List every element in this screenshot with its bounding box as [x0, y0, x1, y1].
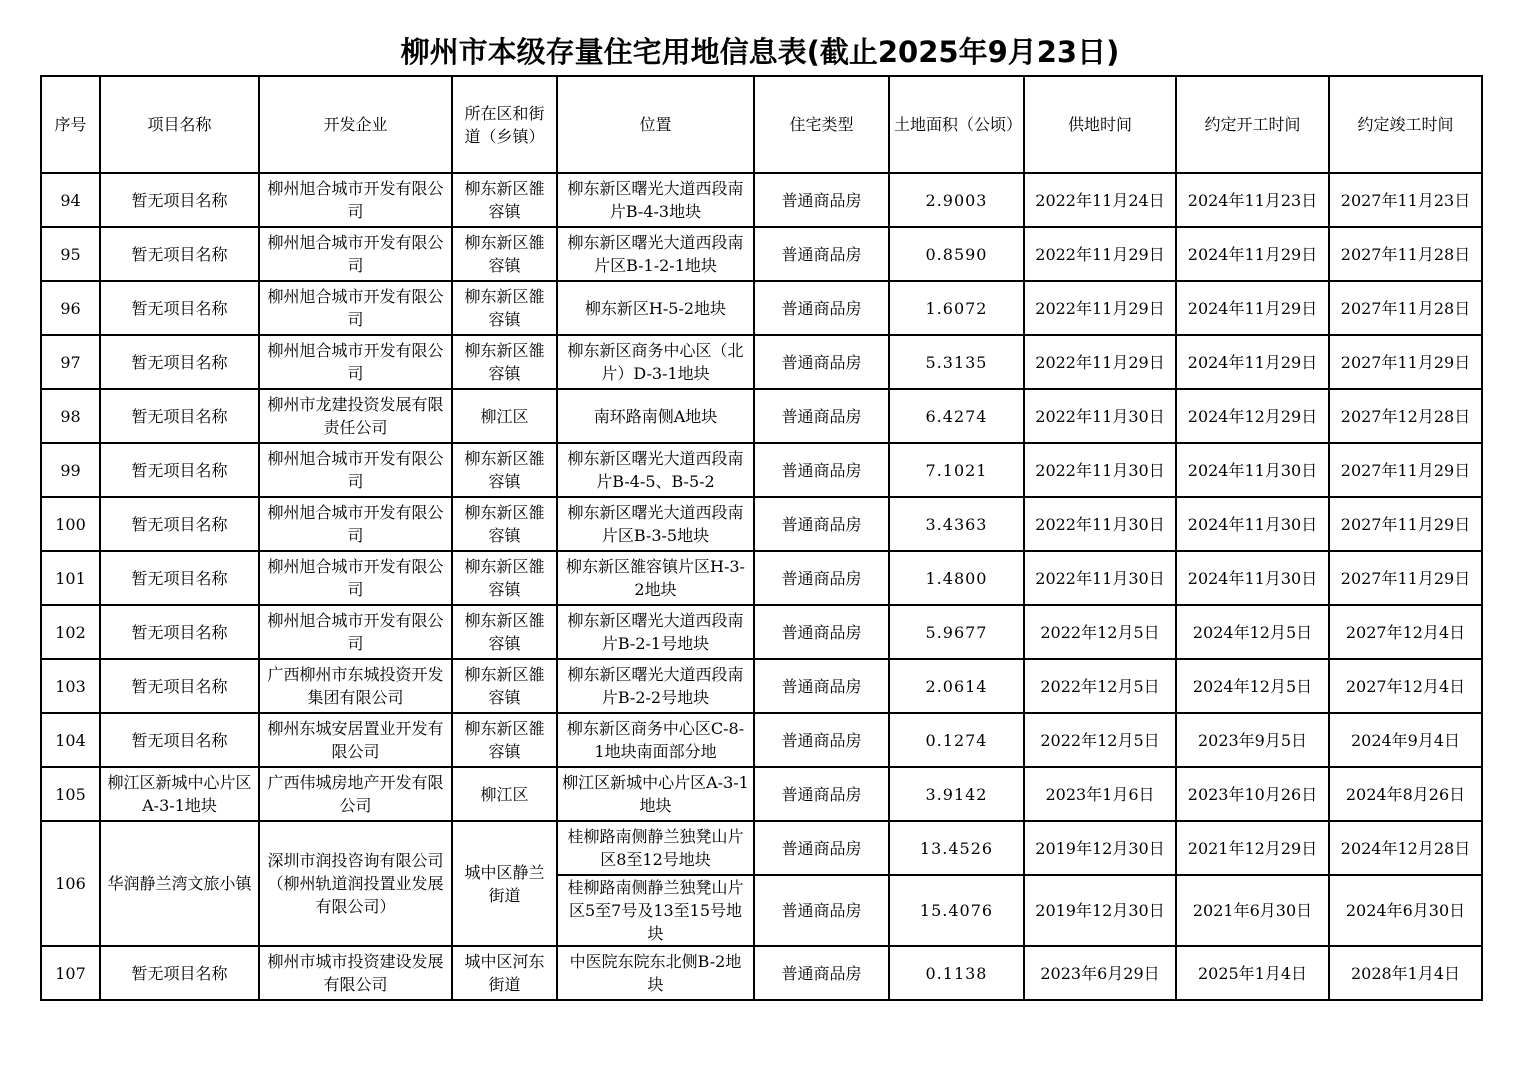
supply-date-cell: 2019年12月30日: [1024, 875, 1176, 946]
row-id-cell: 97: [41, 335, 100, 389]
table-row: [41, 551, 1482, 605]
developer-cell: 柳州市城市投资建设发展有限公司: [259, 946, 452, 1000]
table-row: [41, 946, 1482, 1000]
land-area-cell: 0.8590: [889, 227, 1024, 281]
project-name-cell: 暂无项目名称: [100, 551, 259, 605]
supply-date-cell: 2022年11月24日: [1024, 173, 1176, 227]
land-area-cell: 5.9677: [889, 605, 1024, 659]
row-id-cell: 98: [41, 389, 100, 443]
developer-cell: 柳州旭合城市开发有限公司: [259, 551, 452, 605]
developer-cell: 柳州旭合城市开发有限公司: [259, 227, 452, 281]
row-id-cell: 105: [41, 767, 100, 821]
housing-type-cell: 普通商品房: [754, 946, 889, 1000]
land-area-cell: 3.9142: [889, 767, 1024, 821]
finish-date-cell: 2027年11月28日: [1329, 281, 1482, 335]
row-id-cell: 101: [41, 551, 100, 605]
supply-date-cell: 2022年11月30日: [1024, 551, 1176, 605]
location-cell: 柳东新区曙光大道西段南片B-2-2号地块: [557, 659, 754, 713]
district-cell: 柳东新区雒容镇: [452, 335, 557, 389]
finish-date-cell: 2027年12月4日: [1329, 605, 1482, 659]
row-id-cell: 102: [41, 605, 100, 659]
developer-cell: 柳州旭合城市开发有限公司: [259, 281, 452, 335]
developer-cell: 柳州旭合城市开发有限公司: [259, 173, 452, 227]
land-area-cell: 15.4076: [889, 875, 1024, 946]
start-date-cell: 2024年11月29日: [1176, 227, 1329, 281]
district-cell: 柳东新区雒容镇: [452, 551, 557, 605]
table-row: [41, 605, 1482, 659]
housing-type-cell: 普通商品房: [754, 173, 889, 227]
housing-type-cell: 普通商品房: [754, 389, 889, 443]
row-id-cell: 107: [41, 946, 100, 1000]
district-cell: 柳东新区雒容镇: [452, 173, 557, 227]
housing-type-cell: 普通商品房: [754, 281, 889, 335]
table-row: [41, 335, 1482, 389]
supply-date-cell: 2022年11月30日: [1024, 389, 1176, 443]
supply-date-cell: 2022年11月30日: [1024, 443, 1176, 497]
finish-date-cell: 2027年11月29日: [1329, 551, 1482, 605]
district-cell: 柳东新区雒容镇: [452, 659, 557, 713]
land-area-cell: 5.3135: [889, 335, 1024, 389]
header-cell: 开发企业: [259, 76, 452, 173]
project-name-cell: 暂无项目名称: [100, 659, 259, 713]
housing-type-cell: 普通商品房: [754, 443, 889, 497]
land-area-cell: 1.4800: [889, 551, 1024, 605]
district-cell: 柳东新区雒容镇: [452, 605, 557, 659]
housing-type-cell: 普通商品房: [754, 659, 889, 713]
land-area-cell: 13.4526: [889, 821, 1024, 875]
table-row: [41, 497, 1482, 551]
housing-type-cell: 普通商品房: [754, 227, 889, 281]
land-area-cell: 6.4274: [889, 389, 1024, 443]
housing-type-cell: 普通商品房: [754, 335, 889, 389]
header-cell: 项目名称: [100, 76, 259, 173]
land-area-cell: 0.1274: [889, 713, 1024, 767]
start-date-cell: 2024年11月23日: [1176, 173, 1329, 227]
location-cell: 桂柳路南侧静兰独凳山片区5至7号及13至15号地块: [557, 875, 754, 946]
land-area-cell: 2.0614: [889, 659, 1024, 713]
developer-cell: 柳州东城安居置业开发有限公司: [259, 713, 452, 767]
start-date-cell: 2023年9月5日: [1176, 713, 1329, 767]
project-name-cell: 暂无项目名称: [100, 335, 259, 389]
header-cell: 供地时间: [1024, 76, 1176, 173]
supply-date-cell: 2022年11月29日: [1024, 335, 1176, 389]
table-row: [41, 173, 1482, 227]
finish-date-cell: 2027年12月4日: [1329, 659, 1482, 713]
land-area-cell: 2.9003: [889, 173, 1024, 227]
start-date-cell: 2024年12月5日: [1176, 659, 1329, 713]
project-name-cell: 暂无项目名称: [100, 227, 259, 281]
location-cell: 柳江区新城中心片区A-3-1地块: [557, 767, 754, 821]
project-name-cell: 暂无项目名称: [100, 389, 259, 443]
row-id-cell: 95: [41, 227, 100, 281]
district-cell: 柳东新区雒容镇: [452, 443, 557, 497]
header-cell: 约定开工时间: [1176, 76, 1329, 173]
finish-date-cell: 2027年12月28日: [1329, 389, 1482, 443]
supply-date-cell: 2023年1月6日: [1024, 767, 1176, 821]
project-name-cell: 暂无项目名称: [100, 605, 259, 659]
project-name-cell: 暂无项目名称: [100, 713, 259, 767]
district-cell: 柳江区: [452, 767, 557, 821]
supply-date-cell: 2022年12月5日: [1024, 659, 1176, 713]
finish-date-cell: 2027年11月29日: [1329, 335, 1482, 389]
table-row: [41, 281, 1482, 335]
start-date-cell: 2024年11月29日: [1176, 281, 1329, 335]
table-row: [41, 767, 1482, 821]
table-row: [41, 443, 1482, 497]
location-cell: 柳东新区曙光大道西段南片B-2-1号地块: [557, 605, 754, 659]
project-name-cell: 柳江区新城中心片区A-3-1地块: [100, 767, 259, 821]
table-row: [41, 713, 1482, 767]
housing-type-cell: 普通商品房: [754, 605, 889, 659]
location-cell: 南环路南侧A地块: [557, 389, 754, 443]
location-cell: 柳东新区曙光大道西段南片区B-3-5地块: [557, 497, 754, 551]
finish-date-cell: 2024年8月26日: [1329, 767, 1482, 821]
supply-date-cell: 2022年12月5日: [1024, 605, 1176, 659]
header-cell: 所在区和街道（乡镇）: [452, 76, 557, 173]
developer-cell: 柳州市龙建投资发展有限责任公司: [259, 389, 452, 443]
header-cell: 土地面积（公顷）: [889, 76, 1024, 173]
supply-date-cell: 2022年11月29日: [1024, 227, 1176, 281]
header-cell: 约定竣工时间: [1329, 76, 1482, 173]
row-id-cell: 99: [41, 443, 100, 497]
row-id-cell: 104: [41, 713, 100, 767]
header-cell: 序号: [41, 76, 100, 173]
header-cell: 位置: [557, 76, 754, 173]
table-row: [41, 821, 1482, 875]
project-name-cell: 暂无项目名称: [100, 281, 259, 335]
start-date-cell: 2024年11月30日: [1176, 497, 1329, 551]
start-date-cell: 2025年1月4日: [1176, 946, 1329, 1000]
housing-type-cell: 普通商品房: [754, 875, 889, 946]
header-cell: 住宅类型: [754, 76, 889, 173]
row-id-cell: 94: [41, 173, 100, 227]
land-area-cell: 1.6072: [889, 281, 1024, 335]
location-cell: 柳东新区商务中心区（北片）D-3-1地块: [557, 335, 754, 389]
location-cell: 柳东新区H-5-2地块: [557, 281, 754, 335]
start-date-cell: 2024年12月29日: [1176, 389, 1329, 443]
start-date-cell: 2024年12月5日: [1176, 605, 1329, 659]
district-cell: 柳东新区雒容镇: [452, 713, 557, 767]
land-area-cell: 7.1021: [889, 443, 1024, 497]
finish-date-cell: 2027年11月29日: [1329, 443, 1482, 497]
start-date-cell: 2024年11月30日: [1176, 551, 1329, 605]
location-cell: 柳东新区商务中心区C-8-1地块南面部分地: [557, 713, 754, 767]
table-header-row: [41, 76, 1482, 173]
supply-date-cell: 2022年11月30日: [1024, 497, 1176, 551]
district-cell: 柳东新区雒容镇: [452, 497, 557, 551]
finish-date-cell: 2027年11月28日: [1329, 227, 1482, 281]
row-id-cell: 106: [41, 821, 100, 946]
developer-cell: 柳州旭合城市开发有限公司: [259, 443, 452, 497]
land-area-cell: 0.1138: [889, 946, 1024, 1000]
supply-date-cell: 2022年11月29日: [1024, 281, 1176, 335]
housing-type-cell: 普通商品房: [754, 497, 889, 551]
land-area-cell: 3.4363: [889, 497, 1024, 551]
start-date-cell: 2024年11月30日: [1176, 443, 1329, 497]
developer-cell: 柳州旭合城市开发有限公司: [259, 335, 452, 389]
row-id-cell: 96: [41, 281, 100, 335]
developer-cell: 柳州旭合城市开发有限公司: [259, 605, 452, 659]
location-cell: 柳东新区雒容镇片区H-3-2地块: [557, 551, 754, 605]
finish-date-cell: 2024年12月28日: [1329, 821, 1482, 875]
finish-date-cell: 2024年6月30日: [1329, 875, 1482, 946]
finish-date-cell: 2027年11月23日: [1329, 173, 1482, 227]
location-cell: 柳东新区曙光大道西段南片B-4-3地块: [557, 173, 754, 227]
developer-cell: 柳州旭合城市开发有限公司: [259, 497, 452, 551]
finish-date-cell: 2028年1月4日: [1329, 946, 1482, 1000]
row-id-cell: 103: [41, 659, 100, 713]
housing-type-cell: 普通商品房: [754, 821, 889, 875]
district-cell: 柳江区: [452, 389, 557, 443]
project-name-cell: 暂无项目名称: [100, 173, 259, 227]
supply-date-cell: 2023年6月29日: [1024, 946, 1176, 1000]
housing-type-cell: 普通商品房: [754, 713, 889, 767]
table-row: [41, 389, 1482, 443]
location-cell: 中医院东院东北侧B-2地块: [557, 946, 754, 1000]
supply-date-cell: 2022年12月5日: [1024, 713, 1176, 767]
developer-cell: 深圳市润投咨询有限公司（柳州轨道润投置业发展有限公司）: [259, 821, 452, 946]
district-cell: 柳东新区雒容镇: [452, 281, 557, 335]
start-date-cell: 2021年6月30日: [1176, 875, 1329, 946]
location-cell: 柳东新区曙光大道西段南片B-4-5、B-5-2: [557, 443, 754, 497]
project-name-cell: 华润静兰湾文旅小镇: [100, 821, 259, 946]
housing-type-cell: 普通商品房: [754, 551, 889, 605]
table-row: [41, 659, 1482, 713]
finish-date-cell: 2027年11月29日: [1329, 497, 1482, 551]
developer-cell: 广西伟城房地产开发有限公司: [259, 767, 452, 821]
page-title: 柳州市本级存量住宅用地信息表(截止2025年9月23日): [400, 35, 1120, 69]
row-id-cell: 100: [41, 497, 100, 551]
district-cell: 城中区河东街道: [452, 946, 557, 1000]
location-cell: 柳东新区曙光大道西段南片区B-1-2-1地块: [557, 227, 754, 281]
project-name-cell: 暂无项目名称: [100, 443, 259, 497]
district-cell: 城中区静兰街道: [452, 821, 557, 946]
start-date-cell: 2023年10月26日: [1176, 767, 1329, 821]
housing-type-cell: 普通商品房: [754, 767, 889, 821]
start-date-cell: 2021年12月29日: [1176, 821, 1329, 875]
supply-date-cell: 2019年12月30日: [1024, 821, 1176, 875]
project-name-cell: 暂无项目名称: [100, 946, 259, 1000]
finish-date-cell: 2024年9月4日: [1329, 713, 1482, 767]
location-cell: 桂柳路南侧静兰独凳山片区8至12号地块: [557, 821, 754, 875]
district-cell: 柳东新区雒容镇: [452, 227, 557, 281]
start-date-cell: 2024年11月29日: [1176, 335, 1329, 389]
project-name-cell: 暂无项目名称: [100, 497, 259, 551]
land-info-table: [40, 75, 1483, 1001]
developer-cell: 广西柳州市东城投资开发集团有限公司: [259, 659, 452, 713]
table-row: [41, 227, 1482, 281]
